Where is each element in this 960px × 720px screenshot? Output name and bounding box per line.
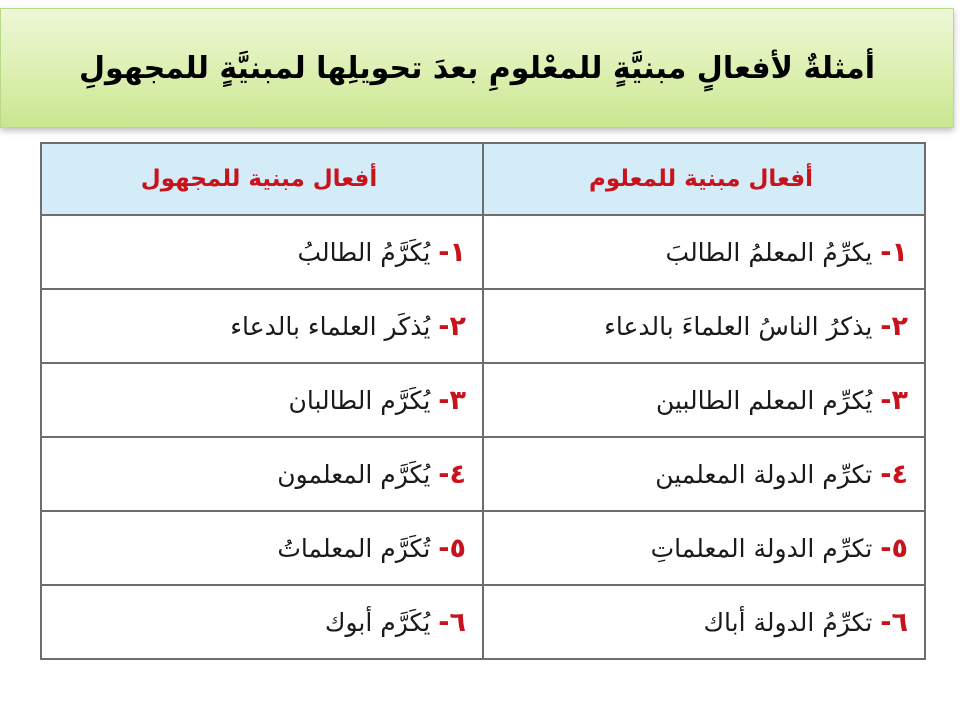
unknown-sentence: يُكَرَّم المعلمون — [277, 459, 431, 489]
unknown-sentence: يُذكَر العلماء بالدعاء — [230, 311, 431, 341]
table-row — [41, 585, 925, 659]
known-cell — [483, 511, 925, 585]
known-sentence: يذكرُ الناسُ العلماءَ بالدعاء — [604, 311, 873, 341]
known-sentence: يكرِّمُ المعلمُ الطالبَ — [665, 237, 873, 267]
unknown-sentence: تُكَرَّم المعلماتُ — [277, 533, 431, 563]
row-number: ٢- — [438, 310, 466, 342]
row-number: ٤- — [880, 458, 908, 490]
row-number: ٤- — [438, 458, 466, 490]
row-number: ٦- — [880, 606, 908, 638]
row-number: ١- — [880, 236, 908, 268]
known-sentence: تكرِّمُ الدولة أباك — [703, 607, 873, 637]
row-number: ١- — [438, 236, 466, 268]
known-cell — [483, 363, 925, 437]
unknown-sentence: يُكَرَّمُ الطالبُ — [297, 237, 431, 267]
header-unknown-voice: أفعال مبنية للمجهول — [41, 143, 483, 215]
header-known-voice: أفعال مبنية للمعلوم — [483, 143, 925, 215]
verbs-table-container — [40, 142, 924, 652]
row-number: ٥- — [438, 532, 466, 564]
known-cell — [483, 215, 925, 289]
row-number: ٣- — [438, 384, 466, 416]
table-row — [41, 437, 925, 511]
unknown-cell — [41, 363, 483, 437]
row-number: ٣- — [880, 384, 908, 416]
unknown-sentence: يُكَرَّم الطالبان — [288, 385, 431, 415]
unknown-cell — [41, 289, 483, 363]
row-number: ٢- — [880, 310, 908, 342]
unknown-cell — [41, 215, 483, 289]
unknown-cell — [41, 511, 483, 585]
table-header-row — [41, 143, 925, 215]
row-number: ٦- — [438, 606, 466, 638]
known-cell — [483, 289, 925, 363]
row-number: ٥- — [880, 532, 908, 564]
known-sentence: تكرِّم الدولة المعلماتِ — [650, 533, 873, 563]
table-row — [41, 215, 925, 289]
slide-title: أمثلةٌ لأفعالٍ مبنيَّةٍ للمعْلومِ بعدَ تحويلِها لمبنيَّةٍ للمجهولِ — [79, 50, 875, 86]
unknown-cell — [41, 437, 483, 511]
known-sentence: تكرِّم الدولة المعلمين — [655, 459, 873, 489]
known-sentence: يُكرِّم المعلم الطالبين — [655, 385, 873, 415]
unknown-sentence: يُكَرَّم أبوك — [324, 607, 431, 637]
table-row — [41, 289, 925, 363]
known-cell — [483, 585, 925, 659]
table-row — [41, 511, 925, 585]
table-row — [41, 363, 925, 437]
title-banner — [0, 8, 954, 128]
unknown-cell — [41, 585, 483, 659]
verbs-table — [40, 142, 926, 660]
known-cell — [483, 437, 925, 511]
